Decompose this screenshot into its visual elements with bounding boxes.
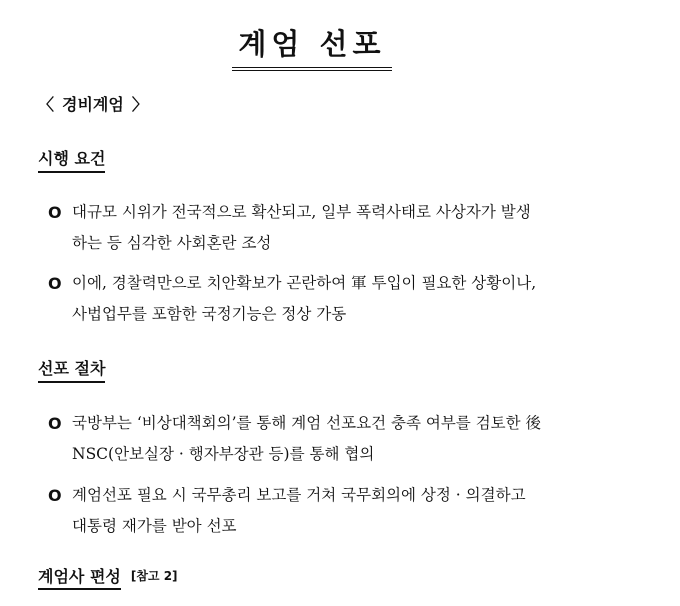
item-line: 계엄선포 필요 시 국무총리 보고를 거쳐 국무회의에 상정 · 의결하고 [72, 486, 526, 504]
item-line: NSC(안보실장 · 행자부장관 등)를 통해 협의 [72, 445, 375, 463]
item-line: 대통령 재가를 받아 선포 [72, 517, 237, 535]
item-line: 대규모 시위가 전국적으로 확산되고, 일부 폭력사태로 사상자가 발생 [72, 203, 531, 221]
document-title: 계엄 선포 [232, 22, 392, 71]
open-bracket: 〈 [38, 95, 55, 114]
list-item [48, 408, 638, 470]
list-item [48, 480, 638, 542]
section-heading-requirements: 시행 요건 [38, 146, 105, 173]
item-line: 국방부는 ‘비상대책회의’를 통해 계엄 선포요건 충족 여부를 검토한 後 [72, 414, 542, 432]
section-heading-organization [38, 564, 178, 587]
item-line: 사법업무를 포함한 국정기능은 정상 가동 [72, 305, 347, 323]
bullet-marker: O [48, 274, 62, 293]
close-bracket: 〉 [131, 95, 148, 114]
reference-tag: [참고 2] [130, 569, 178, 583]
martial-law-type-label: 경비계엄 [62, 95, 124, 114]
item-line: 하는 등 심각한 사회혼란 조성 [72, 234, 272, 252]
list-item [48, 197, 638, 259]
item-line: 이에, 경찰력만으로 치안확보가 곤란하여 軍 투입이 필요한 상황이나, [72, 274, 537, 292]
list-item [48, 268, 638, 330]
section-heading-label: 계엄사 편성 [38, 567, 121, 590]
martial-law-type [30, 92, 156, 115]
bullet-marker: O [48, 486, 62, 505]
section-heading-procedure: 선포 절차 [38, 356, 105, 383]
bullet-marker: O [48, 203, 62, 222]
bullet-marker: O [48, 414, 62, 433]
